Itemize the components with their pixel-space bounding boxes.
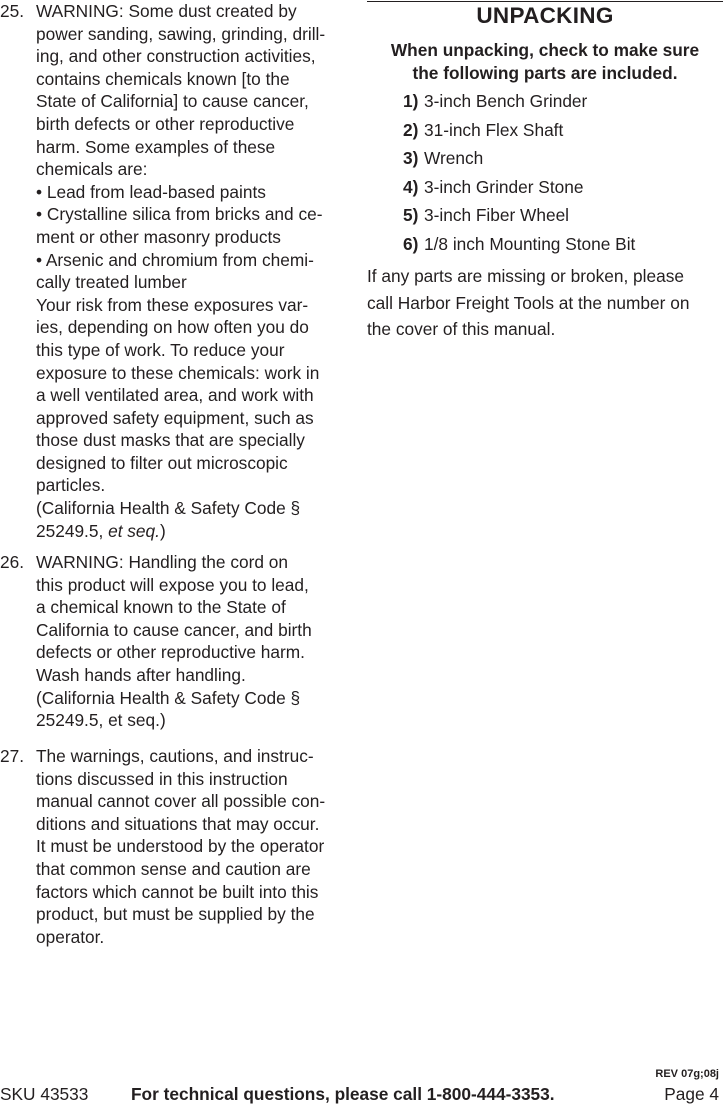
- part-name: Wrench: [424, 148, 484, 168]
- parts-list-item: [403, 176, 583, 200]
- parts-list-item: [403, 147, 483, 171]
- item-line: [36, 520, 358, 543]
- item-line: (California Health & Safety Code §: [36, 498, 301, 519]
- item-line: State of California] to cause cancer,: [36, 91, 309, 112]
- item-line: a well ventilated area, and work with: [36, 385, 314, 406]
- item-line: Wash hands after handling.: [36, 664, 246, 685]
- item-line: • Lead from lead-based paints: [36, 181, 266, 202]
- item-line: birth defects or other reproductive: [36, 113, 295, 134]
- note-line: call Harbor Freight Tools at the number on: [367, 292, 690, 313]
- part-number: 5): [403, 205, 419, 225]
- item-line: It must be understood by the operator: [36, 836, 325, 857]
- page-number: Page 4: [664, 1084, 719, 1104]
- part-name: 1/8 inch Mounting Stone Bit: [424, 233, 636, 254]
- technical-support-line: For technical questions, please call 1-800-444-3353.: [131, 1084, 555, 1104]
- parts-list-item: [403, 90, 587, 114]
- item-line: this type of work. To reduce your: [36, 339, 285, 360]
- part-name: 3-inch Fiber Wheel: [424, 205, 570, 225]
- item-line: this product will expose you to lead,: [36, 574, 309, 595]
- item-body: [36, 745, 358, 948]
- part-name: 31-inch Flex Shaft: [424, 119, 564, 140]
- item-line: exposure to these chemicals: work in: [36, 362, 320, 383]
- item-line: contains chemicals known [to the: [36, 68, 290, 89]
- item-line: designed to filter out microscopic: [36, 452, 288, 473]
- parts-list-item: [403, 204, 569, 228]
- item-number: 25.: [0, 1, 25, 21]
- intro-line: When unpacking, check to make sure: [390, 40, 700, 60]
- missing-parts-note: [367, 263, 723, 343]
- part-name: 3-inch Bench Grinder: [424, 91, 588, 111]
- item-body: [36, 551, 358, 732]
- item-line: ment or other masonry products: [36, 226, 281, 247]
- item-line: 25249.5, et seq.): [36, 710, 166, 731]
- item-line: cally treated lumber: [36, 272, 187, 293]
- item-line: (California Health & Safety Code §: [36, 687, 301, 708]
- citation-italic: et seq.: [108, 520, 160, 541]
- item-line: operator.: [36, 926, 105, 947]
- item-line: WARNING: Some dust created by: [36, 1, 297, 21]
- item-line: The warnings, cautions, and instruc-: [36, 746, 314, 766]
- part-number: 6): [403, 233, 419, 254]
- item-line: Your risk from these exposures var-: [36, 294, 309, 315]
- item-line: that common sense and caution are: [36, 858, 311, 879]
- item-line: a chemical known to the State of: [36, 597, 286, 618]
- section-rule: [367, 1, 723, 2]
- item-line: those dust masks that are specially: [36, 430, 305, 451]
- item-line: ing, and other construction activities,: [36, 46, 316, 67]
- part-number: 4): [403, 176, 419, 197]
- sku-number: SKU 43533: [0, 1084, 89, 1104]
- item-body: [36, 0, 358, 542]
- intro-line: the following parts are included.: [412, 62, 678, 83]
- citation-suffix: ): [159, 520, 166, 541]
- item-line: manual cannot cover all possible con-: [36, 791, 326, 812]
- page-footer: [0, 1083, 723, 1105]
- item-number: 26.: [0, 552, 25, 572]
- part-number: 2): [403, 119, 419, 140]
- item-line: • Arsenic and chromium from chemi-: [36, 249, 314, 270]
- citation-prefix: 25249.5,: [36, 520, 109, 541]
- item-line: defects or other reproductive harm.: [36, 642, 305, 663]
- item-line: tions discussed in this instruction: [36, 768, 288, 789]
- note-line: the cover of this manual.: [367, 319, 556, 339]
- unpacking-intro: [367, 39, 723, 84]
- note-line: If any parts are missing or broken, please: [367, 266, 684, 286]
- item-line: ditions and situations that may occur.: [36, 813, 320, 834]
- part-number: 1): [403, 91, 419, 111]
- item-line: factors which cannot be built into this: [36, 881, 319, 902]
- item-line: ies, depending on how often you do: [36, 317, 309, 338]
- part-name: 3-inch Grinder Stone: [424, 176, 584, 197]
- item-line: product, but must be supplied by the: [36, 904, 315, 925]
- item-line: harm. Some examples of these: [36, 136, 276, 157]
- section-heading: UNPACKING: [476, 3, 614, 28]
- parts-list-item: [403, 233, 635, 257]
- item-line: California to cause cancer, and birth: [36, 619, 312, 640]
- item-line: particles.: [36, 475, 106, 496]
- item-line: power sanding, sawing, grinding, drill-: [36, 23, 326, 44]
- item-line: • Crystalline silica from bricks and ce-: [36, 204, 323, 225]
- item-line: approved safety equipment, such as: [36, 407, 314, 428]
- item-line: chemicals are:: [36, 159, 148, 180]
- item-line: WARNING: Handling the cord on: [36, 552, 288, 572]
- item-number: 27.: [0, 746, 25, 766]
- part-number: 3): [403, 148, 419, 168]
- revision-code: REV 07g;08j: [655, 1068, 719, 1080]
- parts-list-item: [403, 119, 563, 143]
